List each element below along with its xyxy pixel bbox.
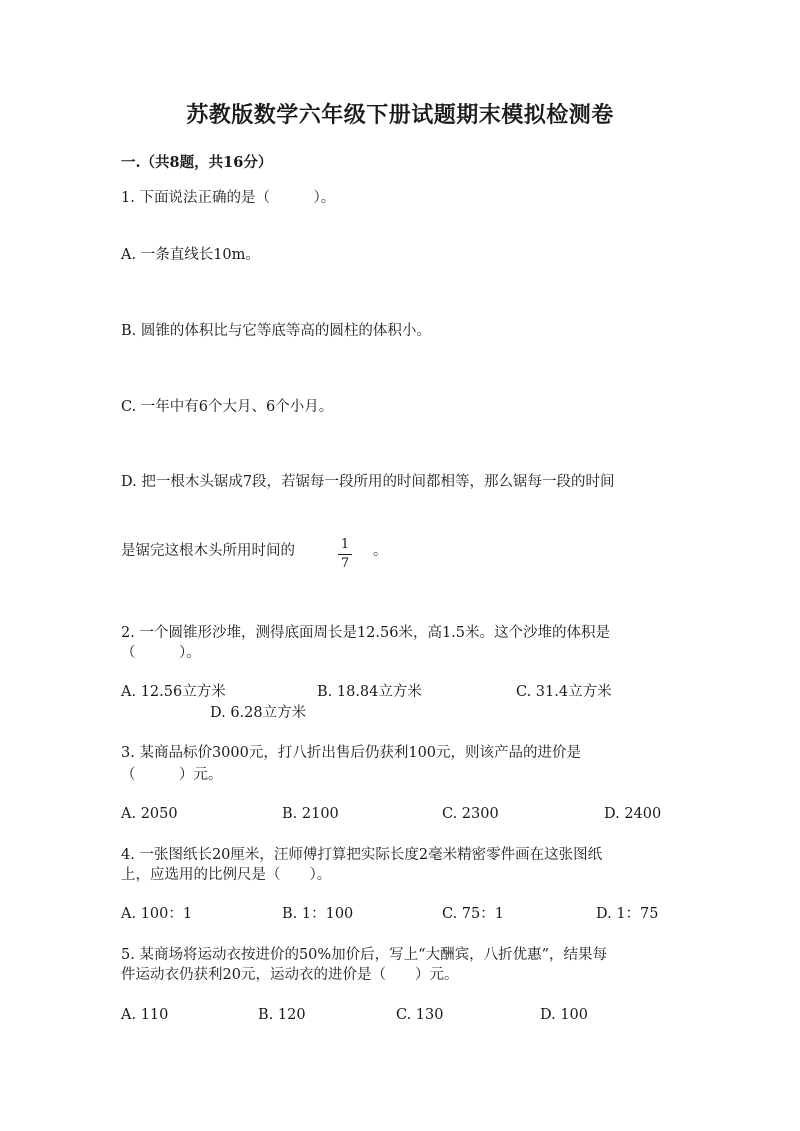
- question-4-option-a: A. 100：1: [121, 906, 193, 922]
- question-1-option-d-line1: D. 把一根木头锯成7段，若锯每一段所用的时间都相等，那么锯每一段的时间: [121, 474, 615, 490]
- question-1-option-a: A. 一条直线长10m。: [121, 247, 260, 263]
- question-5-option-c: C. 130: [396, 1007, 444, 1023]
- question-3-stem-line2: （ ）元。: [121, 767, 223, 783]
- question-3-option-c: C. 2300: [442, 806, 499, 822]
- question-5-stem-line2: 件运动衣仍获利20元，运动衣的进价是（ ）元。: [121, 967, 459, 983]
- fraction-one-seventh: [338, 538, 352, 571]
- question-3-option-d: D. 2400: [604, 806, 662, 822]
- section-heading: 一.（共8题，共16分）: [121, 154, 273, 171]
- question-3-option-a: A. 2050: [121, 806, 178, 822]
- question-1-option-d-line2: 是锯完这根木头所用时间的: [121, 543, 295, 559]
- page-title: 苏教版数学六年级下册试题期末模拟检测卷: [186, 102, 614, 128]
- question-4-option-b: B. 1：100: [282, 906, 354, 922]
- question-5-stem-line1: 5. 某商场将运动衣按进价的50%加价后，写上“大酬宾，八折优惠”，结果每: [121, 947, 607, 963]
- question-1-stem: 1. 下面说法正确的是（ ）。: [121, 190, 336, 206]
- question-5-option-b: B. 120: [258, 1007, 306, 1023]
- question-5-option-a: A. 110: [121, 1007, 169, 1023]
- question-2-option-b: B. 18.84立方米: [317, 684, 422, 700]
- question-1-option-b: B. 圆锥的体积比与它等底等高的圆柱的体积小。: [121, 323, 431, 339]
- question-4-stem-line2: 上，应选用的比例尺是（ ）。: [121, 867, 332, 883]
- question-3-option-b: B. 2100: [282, 806, 339, 822]
- question-4-stem-line1: 4. 一张图纸长20厘米，汪师傅打算把实际长度2毫米精密零件画在这张图纸: [121, 847, 603, 863]
- question-4-option-c: C. 75：1: [442, 906, 504, 922]
- question-3-stem-line1: 3. 某商品标价3000元，打八折出售后仍获利100元，则该产品的进价是: [121, 745, 582, 761]
- question-2-stem-line1: 2. 一个圆锥形沙堆，测得底面周长是12.56米，高1.5米。这个沙堆的体积是: [121, 625, 611, 641]
- fraction-bar: [338, 554, 352, 555]
- question-1-option-c: C. 一年中有6个大月、6个小月。: [121, 399, 334, 415]
- fraction-denominator: 7: [340, 556, 350, 571]
- question-4-option-d: D. 1：75: [596, 906, 659, 922]
- question-2-option-a: A. 12.56立方米: [121, 684, 226, 700]
- question-2-stem-line2: （ ）。: [121, 645, 201, 661]
- fraction-numerator: 1: [340, 537, 350, 552]
- question-5-option-d: D. 100: [540, 1007, 589, 1023]
- question-2-option-c: C. 31.4立方米: [516, 684, 612, 700]
- question-1-option-d-end: 。: [373, 543, 388, 559]
- question-2-option-d: D. 6.28立方米: [210, 705, 307, 721]
